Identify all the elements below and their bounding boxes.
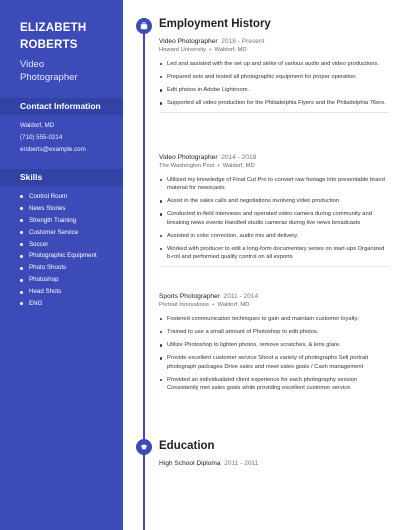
job-location: Waldorf, MD [217, 302, 250, 308]
contact-email: eroberts@example.com [20, 146, 86, 153]
education-entry [159, 460, 258, 467]
degree: High School Diploma [159, 460, 221, 467]
job-bullet: Fostered communication techniques to gain and maintain customer loyalty. [159, 315, 389, 323]
skill-item [20, 262, 97, 274]
skill-item [20, 203, 97, 215]
skill-item [20, 286, 97, 298]
bullet-dot [20, 291, 23, 294]
skill-label: Head Shots [29, 288, 62, 296]
sidebar [0, 0, 123, 530]
job-title-line2: Photographer [20, 72, 78, 83]
employment-heading: Employment History [159, 18, 271, 30]
job-role: Video Photographer [159, 38, 218, 45]
contact-location: Waldorf, MD [20, 122, 55, 129]
skill-item [20, 239, 97, 251]
skill-item [20, 215, 97, 227]
job-dates: 2018 - Present [221, 38, 265, 45]
job-company: Portrait Innovations [159, 302, 209, 308]
bullet-dot [20, 207, 23, 210]
job-location: Waldorf, MD [214, 47, 247, 53]
briefcase-icon [136, 18, 152, 34]
job-role: Video Photographer [159, 154, 218, 161]
skill-label: ENG [29, 300, 43, 308]
job-bullet: Supported all video production for the Philadelphia Flyers and the Philadelphia 76ers. [159, 99, 389, 107]
job-bullet: Provide excellent customer service Shoot a variety of photographs Sell portrait photograph packages Drive sales and meet sales goals / Cash management [159, 354, 389, 371]
skill-item [20, 274, 97, 286]
skill-label: Strength Training [29, 216, 77, 224]
skill-label: Customer Service [29, 228, 79, 236]
bullet-dot [20, 195, 23, 198]
job-bullet: Conducted in-field interviews and operated video camera during community and breaking news events Handled studio cameras during live news broadcasts [159, 210, 389, 227]
job-bullet: Utilized my knowledge of Final Cut Pro to convert raw footage into presentable brand material for newscasts [159, 176, 389, 193]
job-bullets [159, 60, 389, 108]
skill-label: Control Room [29, 193, 68, 200]
skill-item [20, 298, 97, 310]
skill-label: Photo Shoots [29, 264, 67, 272]
job-entry [159, 38, 389, 113]
job-title [20, 58, 78, 84]
bullet-dot [20, 231, 23, 234]
skill-item [20, 227, 97, 239]
job-meta: The Washington Post • Waldorf, MD [159, 163, 255, 169]
skill-label: Soccer [29, 240, 49, 248]
job-entry [159, 293, 389, 397]
bullet-dot [20, 243, 23, 246]
job-dates: 2014 - 2018 [221, 154, 257, 161]
job-heading [159, 38, 389, 45]
bullet-dot [20, 279, 23, 282]
job-entry [159, 154, 389, 267]
job-meta: Howard University • Waldorf, MD [159, 47, 247, 53]
skill-label: Photographic Equipment [29, 252, 97, 260]
graduation-cap-glyph [140, 443, 148, 451]
job-role: Sports Photographer [159, 293, 220, 300]
bullet-dot [20, 267, 23, 270]
job-meta: Portrait Innovations • Waldorf, MD [159, 302, 250, 308]
job-bullet: Utilize Photoshop to lighten photos, remove scratches, & lens glare. [159, 341, 389, 349]
job-bullet: Provided an individualized client experience for each photography session Consistently met sales goals while providing excellent customer service [159, 376, 389, 393]
contact-phone: (710) 555-0214 [20, 134, 63, 141]
last-name: ROBERTS [20, 39, 78, 51]
skill-label: Photoshop [29, 276, 59, 284]
job-bullet: Edit photos in Adobe Lightroom. [159, 86, 389, 94]
skill-item [20, 250, 97, 262]
job-heading [159, 154, 389, 161]
candidate-name [20, 20, 86, 54]
contact-heading: Contact Information [0, 98, 123, 115]
education-heading: Education [159, 440, 215, 452]
job-bullet: Trained to use a small amount of Photoshop to edit photos. [159, 328, 389, 336]
job-title-line1: Video [20, 59, 45, 70]
job-bullet: Led and assisted with the set up and strike of various audio and video productions. [159, 60, 389, 68]
briefcase-glyph [140, 22, 148, 30]
job-bullet: Assisted in color correction, audio mix and delivery. [159, 232, 389, 240]
job-company: The Washington Post [159, 163, 215, 169]
job-location: Waldorf, MD [222, 163, 255, 169]
bullet-dot [20, 302, 23, 305]
job-bullet: Prepared sets and tested all photographic equipment for proper operation. [159, 73, 389, 81]
job-bullets [159, 315, 389, 392]
graduation-cap-icon [136, 439, 152, 455]
job-company: Howard University [159, 47, 207, 53]
section-divider [159, 112, 389, 113]
job-heading [159, 293, 389, 300]
bullet-dot [20, 219, 23, 222]
job-bullet: Assist in the sales calls and negotiations involving video production. [159, 197, 389, 205]
skill-label: News Stories [29, 204, 66, 212]
skills-heading: Skills [0, 169, 123, 186]
first-name: ELIZABETH [20, 22, 87, 34]
bullet-dot [20, 255, 23, 258]
job-dates: 2011 - 2014 [223, 293, 259, 300]
job-bullet: Worked with producer to edit a long-form documentary series on start-ups Organized b-roll and performed quality control on all exports [159, 245, 389, 262]
job-bullets [159, 176, 389, 262]
skills-list [20, 191, 97, 310]
education-dates: 2011 - 2011 [224, 460, 259, 467]
skill-item [20, 191, 97, 203]
section-divider [159, 266, 389, 267]
